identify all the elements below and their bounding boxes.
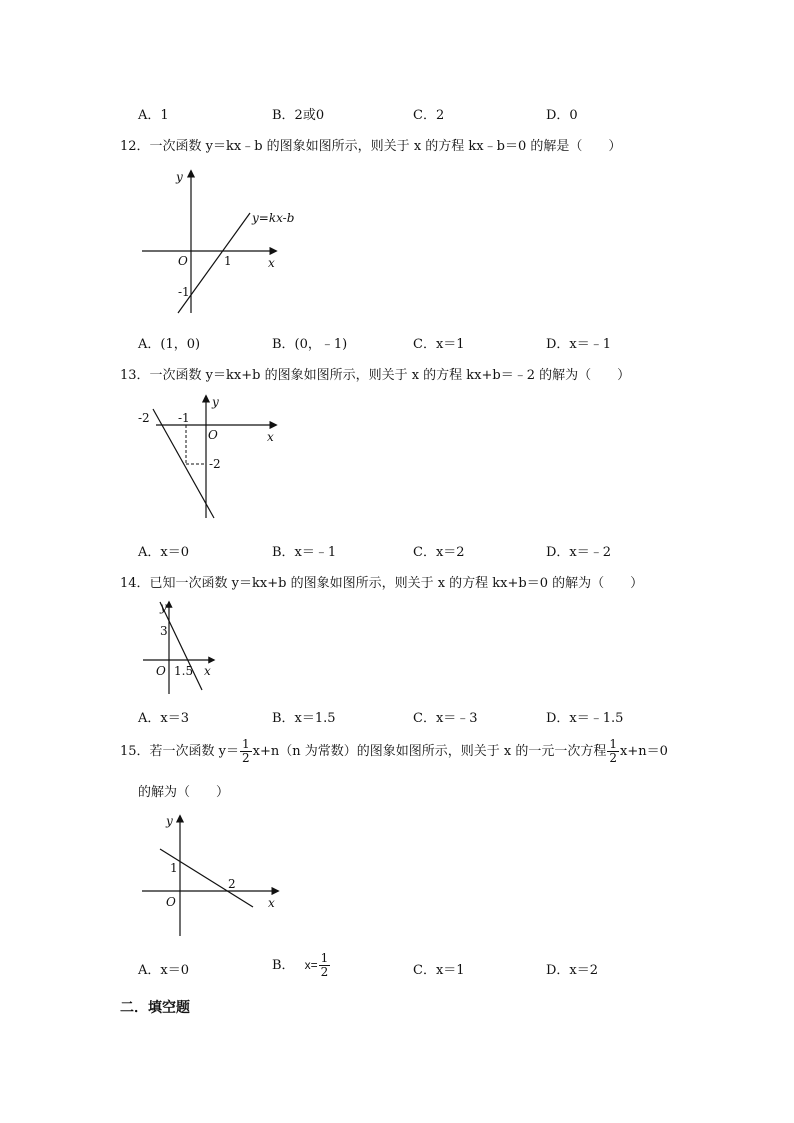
q14-tick-x: 1.5 xyxy=(174,664,194,678)
q15-tick-y: 1 xyxy=(170,861,178,875)
q13-option-c: C．x＝2 xyxy=(413,545,465,560)
q15-option-b-den: 2 xyxy=(320,965,329,979)
q15-stem-frac2-num: 1 xyxy=(609,737,618,751)
q11-option-d: D．0 xyxy=(546,108,578,123)
q15-option-b-prefix: x= xyxy=(304,958,318,972)
q12-option-d: D．x＝﹣1 xyxy=(546,337,612,352)
q14-option-b: B．x＝1.5 xyxy=(272,711,336,726)
q12-y-label: y xyxy=(176,170,183,184)
q12-origin-label: O xyxy=(178,254,188,268)
q12-option-c: C．x＝1 xyxy=(413,337,465,352)
q15-option-a: A．x＝0 xyxy=(138,963,189,978)
q15-option-b-fraction xyxy=(319,952,331,979)
q15-option-d: D．x＝2 xyxy=(546,963,599,978)
q13-tick-x1: -2 xyxy=(138,411,150,425)
q13-origin-label: O xyxy=(208,428,218,442)
q15-tick-x: 2 xyxy=(228,877,236,891)
q14-tick-y: 3 xyxy=(160,624,168,638)
q13-option-a: A．x＝0 xyxy=(138,545,189,560)
q15-stem-line2: 的解为（ ） xyxy=(138,785,230,800)
q13-y-label: y xyxy=(212,395,219,409)
q15-stem-part3: x+n＝0 xyxy=(620,744,668,759)
q13-graph xyxy=(136,392,286,522)
q11-option-c: C．2 xyxy=(413,108,445,123)
q14-option-a: A．x＝3 xyxy=(138,711,189,726)
q11-option-a: A．1 xyxy=(138,108,169,123)
q15-stem-part2: x+n（n 为常数）的图象如图所示，则关于 x 的一元一次方程 xyxy=(252,744,607,759)
q15-stem-fraction-2 xyxy=(607,738,619,765)
q12-option-b: B．(0，﹣1) xyxy=(272,337,348,352)
q14-y-label: y xyxy=(160,600,167,614)
section-title: 二．填空题 xyxy=(120,1000,190,1016)
q15-stem-part1: 15．若一次函数 y＝ xyxy=(120,744,240,759)
q15-stem xyxy=(120,738,668,765)
q13-tick-y: -2 xyxy=(209,457,221,471)
q12-line-label: y=kx-b xyxy=(252,211,295,225)
q15-x-label: x xyxy=(268,896,275,910)
q15-stem-fraction xyxy=(240,738,252,765)
q15-stem-frac2-den: 2 xyxy=(609,751,618,765)
q12-option-a: A．(1，0) xyxy=(138,337,201,352)
q14-option-d: D．x＝﹣1.5 xyxy=(546,711,624,726)
q14-x-label: x xyxy=(204,664,211,678)
q13-option-b: B．x＝﹣1 xyxy=(272,545,337,560)
q15-option-b xyxy=(272,952,331,979)
q12-tick-y: -1 xyxy=(178,285,190,299)
q15-y-label: y xyxy=(166,814,173,828)
q15-stem-frac-num: 1 xyxy=(242,737,250,751)
q12-graph xyxy=(138,165,298,315)
q13-stem: 13．一次函数 y＝kx+b 的图象如图所示，则关于 x 的方程 kx+b＝﹣2 的解为（ ） xyxy=(120,368,631,383)
q13-option-d: D．x＝﹣2 xyxy=(546,545,612,560)
q11-option-b: B．2或0 xyxy=(272,108,325,123)
q12-x-label: x xyxy=(268,256,275,270)
q13-x-label: x xyxy=(267,430,274,444)
q15-stem-frac-den: 2 xyxy=(242,751,250,765)
q14-graph xyxy=(140,598,230,698)
q13-tick-x2: -1 xyxy=(178,411,190,425)
q15-option-b-letter: B． xyxy=(272,958,295,973)
q12-stem: 12．一次函数 y＝kx﹣b 的图象如图所示，则关于 x 的方程 kx﹣b＝0 的解是（ ） xyxy=(120,139,622,154)
q15-option-b-num: 1 xyxy=(320,951,329,965)
q15-origin-label: O xyxy=(166,895,176,909)
q15-graph xyxy=(140,812,290,942)
q14-origin-label: O xyxy=(156,664,166,678)
q14-stem: 14．已知一次函数 y＝kx+b 的图象如图所示，则关于 x 的方程 kx+b＝0 的解为（ ） xyxy=(120,576,644,591)
q15-option-c: C．x＝1 xyxy=(413,963,465,978)
q12-tick-x: 1 xyxy=(224,254,232,268)
q14-option-c: C．x＝﹣3 xyxy=(413,711,478,726)
